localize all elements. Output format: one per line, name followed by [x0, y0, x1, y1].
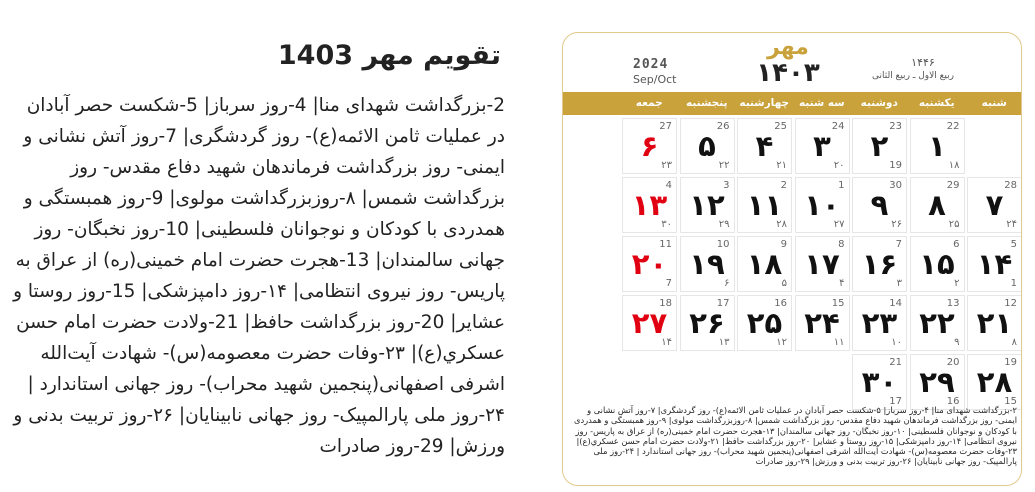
calendar-empty-cell [795, 354, 850, 410]
calendar-day-cell[interactable] [795, 236, 850, 292]
day-number-persian: ۱۰ [804, 188, 840, 222]
day-number-hijri: ۴ [839, 278, 845, 289]
day-number-gregorian: 22 [946, 121, 960, 132]
day-number-gregorian: 1 [838, 180, 845, 191]
day-number-gregorian: 2 [780, 180, 787, 191]
calendar-day-cell[interactable] [680, 177, 735, 233]
day-number-hijri: ۲۶ [891, 219, 902, 230]
day-number-persian: ۸ [928, 188, 946, 222]
day-number-gregorian: 4 [665, 180, 672, 191]
day-number-hijri: 15 [1004, 396, 1017, 407]
weekday-header-row [563, 92, 1022, 115]
calendar-day-cell[interactable] [795, 118, 850, 174]
day-number-persian: ۲۶ [689, 306, 725, 340]
calendar-empty-cell [737, 354, 792, 410]
day-number-persian: ۲۸ [976, 365, 1013, 399]
calendar-day-cell[interactable] [680, 236, 735, 292]
day-number-persian: ۳ [813, 129, 831, 163]
day-number-gregorian: 28 [1004, 180, 1017, 191]
day-number-hijri: 7 [665, 278, 672, 289]
weekday-sunday: یکشنبه [918, 97, 955, 109]
calendar-day-cell[interactable] [622, 177, 677, 233]
day-number-gregorian: 13 [946, 298, 960, 309]
day-number-gregorian: 14 [889, 298, 902, 309]
calendar-day-cell[interactable] [910, 354, 965, 410]
calendar-day-cell[interactable] [910, 236, 965, 292]
day-number-persian: ۱۳ [631, 188, 668, 222]
calendar-empty-cell [680, 354, 735, 410]
weekday-thursday: پنجشنبه [686, 97, 728, 109]
gregorian-year: 2024 [633, 57, 669, 72]
calendar-day-cell[interactable] [910, 177, 965, 233]
day-number-gregorian: 25 [774, 121, 787, 132]
gregorian-months: Sep/Oct [633, 73, 677, 86]
hijri-year: ۱۴۴۶ [911, 56, 935, 69]
calendar-day-cell[interactable] [852, 118, 907, 174]
events-panel [10, 30, 505, 485]
day-number-persian: ۲۷ [631, 306, 668, 340]
day-number-gregorian: 3 [723, 180, 730, 191]
calendar-day-cell[interactable] [795, 295, 850, 351]
hijri-months: ربیع الاول ـ ربیع الثانی [871, 71, 955, 81]
day-number-hijri: ۲۷ [833, 219, 845, 230]
day-number-gregorian: 19 [1004, 357, 1017, 368]
day-number-persian: ۲۲ [919, 306, 955, 340]
day-number-persian: ۲۳ [861, 306, 898, 340]
day-number-hijri: ۱۸ [948, 160, 960, 171]
day-number-persian: ۱۷ [804, 247, 840, 281]
calendar-day-cell[interactable] [852, 236, 907, 292]
day-number-gregorian: 17 [716, 298, 730, 309]
day-number-gregorian: 9 [780, 239, 787, 250]
day-number-gregorian: 26 [716, 121, 730, 132]
day-number-gregorian: 11 [659, 239, 672, 250]
day-number-hijri: ۲۵ [948, 219, 960, 230]
calendar-day-cell[interactable] [622, 118, 677, 174]
day-number-gregorian: 5 [1010, 239, 1017, 250]
day-number-hijri: ۲۱ [776, 160, 787, 171]
calendar-day-cell[interactable] [737, 236, 792, 292]
calendar-day-cell[interactable] [680, 295, 735, 351]
day-number-gregorian: 23 [889, 121, 902, 132]
day-number-gregorian: 29 [946, 180, 960, 191]
day-number-hijri: ۲۴ [1006, 219, 1017, 230]
calendar-header [563, 33, 1021, 93]
day-number-persian: ۱۶ [861, 247, 898, 281]
day-number-persian: ۱۹ [689, 247, 725, 281]
day-number-persian: ۱۱ [746, 188, 783, 222]
day-number-hijri: ۲۸ [776, 219, 787, 230]
day-number-persian: ۹ [870, 188, 889, 222]
calendar-day-cell[interactable] [852, 177, 907, 233]
calendar-day-cell[interactable] [852, 295, 907, 351]
calendar-day-cell[interactable] [852, 354, 907, 410]
day-number-hijri: ۳۰ [661, 219, 672, 230]
calendar-day-cell[interactable] [622, 295, 677, 351]
day-number-persian: ۴ [755, 129, 774, 163]
day-number-gregorian: 7 [895, 239, 902, 250]
day-number-gregorian: 16 [774, 298, 787, 309]
day-number-gregorian: 18 [659, 298, 672, 309]
day-number-hijri: 17 [889, 396, 902, 407]
day-number-gregorian: 6 [953, 239, 960, 250]
day-number-persian: ۱۲ [689, 188, 725, 222]
day-number-hijri: ۶ [724, 278, 730, 289]
calendar-card [562, 32, 1022, 486]
calendar-footer-notes: ۲-بزرگداشت شهدای منا| ۴-روز سرباز| ۵-شکست حصر آبادان در عملیات ثامن الائمه(ع)- روز گردشگری| ۷-روز آتش نشانی و ایمنی- روز بزرگداشت فرماندهان شهید دفاع مقدس- روز بزرگداشت شمس| ۸-روزبزرگداشت مولوی| ۹-روز همبستگی و همدردی با کودکان و نوجوانان فلسطینی| ۱۰-روز نخبگان- روز جهانی سالمندان| ۱۳-هجرت حضرت امام خمینی(ره) از عراق به پاریس- روز نیروی انتظامی| ۱۴-روز دامپزشکی| ۱۵-روز روستا و عشایر| ۲۰-روز بزرگداشت حافظ| ۲۱-ولادت حضرت امام حسن عسکري(ع)| ۲۳-وفات حضرت معصومه(س)- شهادت آیت‌الله اشرفی اصفهانی(پنجمین شهید محراب)- روز جهانی استاندارد | ۲۴-روز ملی پارالمپیک- روز جهانی نابینایان| ۲۶-روز تربیت بدنی و ورزش| ۲۹-روز صادرات [573, 405, 1017, 467]
weekday-wednesday: چهارشنبه [739, 97, 790, 109]
day-number-hijri: ۹ [954, 337, 960, 348]
day-number-persian: ۲۹ [919, 365, 955, 399]
page-title: تقویم مهر 1403 [277, 40, 501, 71]
day-number-persian: ۲۰ [631, 247, 668, 281]
day-number-persian: ۲۵ [746, 306, 783, 340]
calendar-day-cell[interactable] [910, 118, 965, 174]
calendar-day-cell[interactable] [910, 295, 965, 351]
day-number-hijri: ۵ [781, 278, 787, 289]
weekday-saturday: شنبه [981, 97, 1007, 109]
day-number-hijri: 16 [946, 396, 960, 407]
day-number-hijri: ۸ [1011, 337, 1017, 348]
calendar-day-cell[interactable] [622, 236, 677, 292]
day-number-gregorian: 21 [889, 357, 902, 368]
calendar-day-cell[interactable] [737, 295, 792, 351]
day-number-hijri: 19 [889, 160, 902, 171]
calendar-day-cell[interactable] [967, 295, 1022, 351]
day-number-persian: ۱۴ [976, 247, 1013, 281]
day-number-persian: ۲۱ [976, 306, 1013, 340]
calendar-day-cell[interactable] [967, 236, 1022, 292]
day-number-hijri: ۲ [954, 278, 960, 289]
day-number-gregorian: 24 [831, 121, 845, 132]
day-number-persian: ۱ [928, 129, 946, 163]
calendar-day-cell[interactable] [680, 118, 735, 174]
weekday-monday: دوشنبه [860, 97, 898, 109]
day-number-gregorian: 12 [1004, 298, 1017, 309]
calendar-grid [563, 118, 1022, 408]
day-number-hijri: ۱۳ [718, 337, 730, 348]
calendar-day-cell[interactable] [967, 177, 1022, 233]
day-number-persian: ۷ [985, 188, 1004, 222]
day-number-gregorian: 20 [946, 357, 960, 368]
day-number-hijri: ۱۰ [891, 337, 902, 348]
day-number-gregorian: 27 [659, 121, 672, 132]
day-number-hijri: ۲۳ [661, 160, 672, 171]
day-number-gregorian: 10 [716, 239, 730, 250]
day-number-persian: ۶ [640, 129, 659, 163]
day-number-hijri: 1 [1010, 278, 1017, 289]
persian-year: ۱۴۰۳ [756, 58, 820, 88]
day-number-persian: ۵ [698, 129, 716, 163]
day-number-hijri: ۱۲ [776, 337, 787, 348]
day-number-hijri: ۱۱ [833, 337, 845, 348]
day-number-gregorian: 15 [831, 298, 845, 309]
day-number-persian: ۲ [870, 129, 889, 163]
persian-month-title: مهر [767, 35, 809, 60]
calendar-empty-cell [967, 118, 1022, 174]
calendar-day-cell[interactable] [795, 177, 850, 233]
day-number-gregorian: 8 [838, 239, 845, 250]
day-number-hijri: ۲۰ [833, 160, 845, 171]
day-number-persian: ۱۵ [919, 247, 955, 281]
weekday-tuesday: سه شنبه [798, 97, 845, 109]
day-number-persian: ۲۴ [804, 306, 840, 340]
day-number-persian: ۱۸ [746, 247, 783, 281]
day-number-hijri: ۲۲ [718, 160, 730, 171]
day-number-persian: ۳۰ [861, 365, 898, 399]
day-number-hijri: ۳ [896, 278, 902, 289]
calendar-empty-cell [622, 354, 677, 410]
day-number-hijri: ۱۴ [661, 337, 672, 348]
events-description: 2-بزرگداشت شهدای منا| 4-روز سرباز| 5-شکست حصر آبادان در عملیات ثامن الائمه(ع)- روز گردشگری| 7-روز آتش نشانی و ایمنی- روز بزرگداشت فرماندهان شهید دفاع مقدس- روز بزرگداشت شمس| ۸-روزبزرگداشت مولوی| 9-روز همبستگی و همدردی با کودکان و نوجوانان فلسطینی| 10-روز نخبگان- روز جهانی سالمندان| 13-هجرت حضرت امام خمینی(ره) از عراق به پاریس- روز نیروی انتظامی| ۱۴-روز دامپزشکی| 15-روز روستا و عشایر| 20-روز بزرگداشت حافظ| 21-ولادت حضرت امام حسن عسکري(ع)| ۲۳-وفات حضرت معصومه(س)- شهادت آیت‌الله اشرفی اصفهانی(پنجمین شهید محراب)- روز جهانی استاندارد | ۲۴-روز ملی پارالمپیک- روز جهانی نابینایان| ۲۶-روز تربیت بدنی و ورزش| 29-روز صادرات [13, 95, 505, 457]
calendar-day-cell[interactable] [967, 354, 1022, 410]
weekday-friday: جمعه [635, 97, 663, 109]
calendar-day-cell[interactable] [737, 118, 792, 174]
day-number-gregorian: 30 [889, 180, 902, 191]
day-number-hijri: ۲۹ [718, 219, 730, 230]
calendar-day-cell[interactable] [737, 177, 792, 233]
